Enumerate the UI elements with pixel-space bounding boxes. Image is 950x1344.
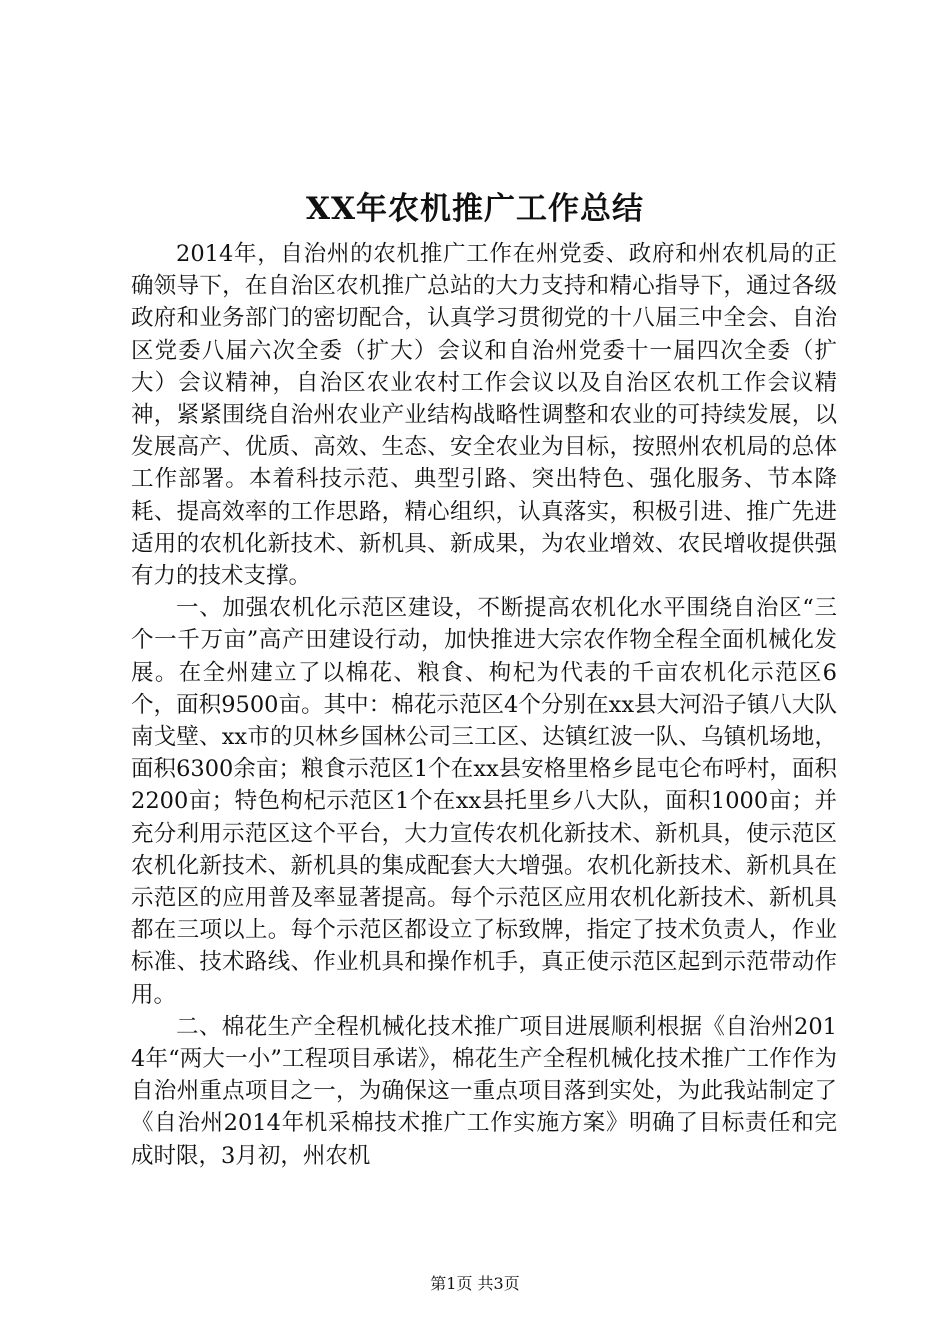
- paragraph-section-2: 二、棉花生产全程机械化技术推广项目进展顺利根据《自治州2014年“两大一小”工程项目承诺》，棉花生产全程机械化技术推广工作作为自治州重点项目之一，为确保这一重点项目落到实处，为此我站制定了《自治州2014年机采棉技术推广工作实施方案》明确了目标责任和完成时限，3月初，州农机: [131, 1013, 837, 1169]
- document-body: [131, 238, 837, 1172]
- paragraph-intro: 2014年，自治州的农机推广工作在州党委、政府和州农机局的正确领导下，在自治区农机推广总站的大力支持和精心指导下，通过各级政府和业务部门的密切配合，认真学习贯彻党的十八届三中全会、自治区党委八届六次全委（扩大）会议和自治州党委十一届四次全委（扩大）会议精神，自治区农业农村工作会议以及自治区农机工作会议精神，紧紧围绕自治州农业产业结构战略性调整和农业的可持续发展，以发展高产、优质、高效、生态、安全农业为目标，按照州农机局的总体工作部署。本着科技示范、典型引路、突出特色、强化服务、节本降耗、提高效率的工作思路，精心组织，认真落实，积极引进、推广先进适用的农机化新技术、新机具、新成果，为农业增效、农民增收提供强有力的技术支撑。: [131, 241, 837, 590]
- document-title: XX年农机推广工作总结: [305, 191, 645, 227]
- paragraph-section-1: 一、加强农机化示范区建设，不断提高农机化水平围绕自治区“三个一千万亩”高产田建设行动，加快推进大宗农作物全程全面机械化发展。在全州建立了以棉花、粮食、枸杞为代表的千亩农机化示范区6个，面积9500亩。其中：棉花示范区4个分别在xx县大河沿子镇八大队南戈壁、xx市的贝林乡国林公司三工区、达镇红波一队、乌镇机场地，面积6300余亩；粮食示范区1个在xx县安格里格乡昆屯仑布呼村，面积2200亩；特色枸杞示范区1个在xx县托里乡八大队，面积1000亩；并充分利用示范区这个平台，大力宣传农机化新技术、新机具，使示范区农机化新技术、新机具的集成配套大大增强。农机化新技术、新机具在示范区的应用普及率显著提高。每个示范区应用农机化新技术、新机具都在三项以上。每个示范区都设立了标致牌，指定了技术负责人，作业标准、技术路线、作业机具和操作机手，真正使示范区起到示范带动作用。: [131, 595, 837, 1008]
- page-number-footer: 第1页 共3页: [430, 1274, 520, 1293]
